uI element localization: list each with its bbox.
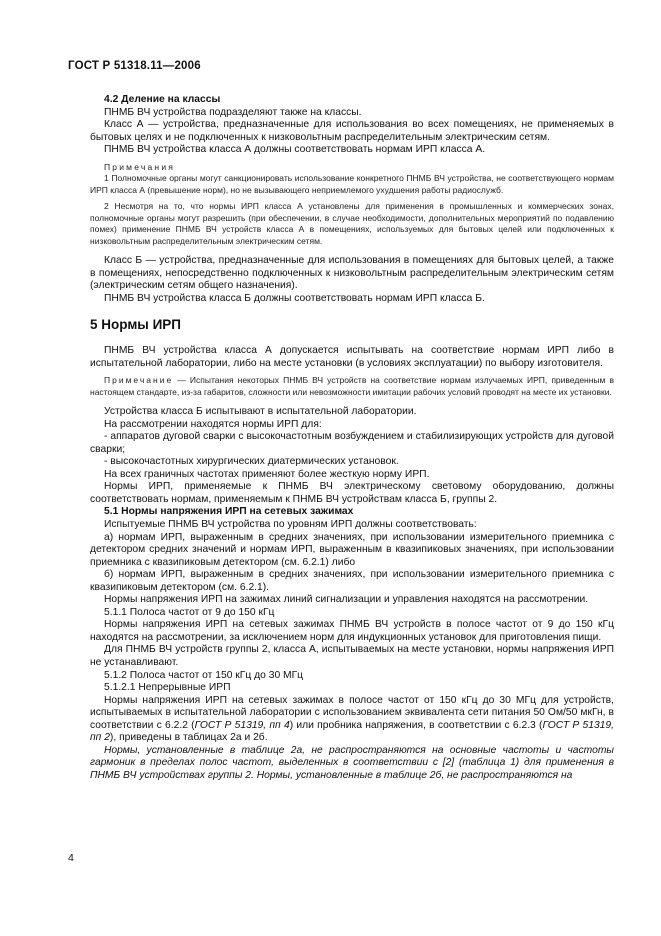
paragraph: Нормы ИРП, применяемые к ПНМБ ВЧ электрическому световому оборудованию, должны соответствовать нормам, применяемым к ПНМБ ВЧ устройствам класса Б, группы 2. bbox=[90, 481, 614, 505]
note-2: 2 Несмотря на то, что нормы ИРП класса А установлены для применения в промышленных и коммерческих зонах, полномочные органы могут разрешить (при обеспечении, в случае необходимости, дополнительных мероприятий по подавлению помех) применение ПНМБ ВЧ устройств класса А в помещениях, используемых для бытовых целей или подключенных к низковольтным распределительным электрическим сетям. bbox=[90, 201, 614, 246]
list-item: а) нормам ИРП, выраженным в средних значениях, при использовании измерительного приемника с детектором средних значений и нормам ИРП, выраженным в квазипиковых значениях, при использовании приемника с квазипиковым детектором (см. 6.2.1) либо bbox=[90, 531, 614, 568]
paragraph: Класс А — устройства, предназначенные для использования во всех помещениях, не применяемых в бытовых целях и не подключенных к низковольтным распределительным электрическим сетям. bbox=[90, 119, 614, 143]
paragraph: Устройства класса Б испытывают в испытательной лаборатории. bbox=[104, 406, 417, 418]
note-text: — Испытания некоторых ПНМБ ВЧ устройств на соответствие нормам излучаемых ИРП, приведенным в настоящем стандарте, из-за габаритов, сложности или невозможности имитации рабочих условий проводят на месте их установки. bbox=[90, 375, 614, 397]
paragraph: Нормы напряжения ИРП на сетевых зажимах ПНМБ ВЧ устройств в полосе частот от 9 до 150 кГц находятся на рассмотрении, за исключением норм для индукционных установок для приготовления пищи. bbox=[90, 619, 614, 643]
paragraph: ПНМБ ВЧ устройства класса А должны соответствовать нормам ИРП класса А. bbox=[104, 144, 486, 156]
paragraph: Нормы напряжения ИРП на зажимах линий сигнализации и управления находятся на рассмотрении. bbox=[104, 594, 589, 606]
text-run: ), приведены в таблицах 2а и 2б. bbox=[109, 732, 268, 744]
paragraph: Класс Б — устройства, предназначенные для использования в помещениях для бытовых целей, а также в помещениях, непосредственно подключенных к низковольтным распределительным электрическим сетям (электрическим сетям общего назначения). bbox=[90, 255, 614, 292]
text-run: Нормы напряжения ИРП на сетевых зажимах в полосе частот от 150 кГц до 30 МГц для устройств, испытываемых в испытательной лаборатории с использованием эквивалента сети питания 50 Ом/50 мкГн, в соответствии с 6.2.2 ( bbox=[90, 694, 614, 731]
section-5-heading: 5 Нормы ИРП bbox=[90, 317, 181, 333]
paragraph bbox=[90, 695, 614, 745]
note-label: Примечание bbox=[104, 375, 174, 386]
list-item: - аппаратов дуговой сварки с высокочастотным возбуждением и стабилизирующих устройств для дуговой сварки; bbox=[90, 431, 614, 455]
list-item: - высокочастотных хирургических диатермических установок. bbox=[104, 456, 399, 468]
reference: ГОСТ Р 51319, пп 4 bbox=[194, 719, 290, 731]
section-5-1-heading: 5.1 Нормы напряжения ИРП на сетевых зажимах bbox=[104, 506, 354, 518]
subsection-5-1-2-heading: 5.1.2 Полоса частот от 150 кГц до 30 МГц bbox=[104, 669, 304, 681]
paragraph: Для ПНМБ ВЧ устройств группы 2, класса А, испытываемых на месте установки, нормы напряжения ИРП не устанавливают. bbox=[90, 644, 614, 668]
paragraph: Испытуемые ПНМБ ВЧ устройства по уровням ИРП должны соответствовать: bbox=[104, 518, 477, 530]
page-number: 4 bbox=[68, 852, 74, 864]
notes-label: Примечания bbox=[104, 161, 176, 172]
paragraph-italic: Нормы, установленные в таблице 2а, не распространяются на основные частоты и частоты гармоник в пределах полос частот, выделенных в соответствии с [2] (таблица 1) для применения в ПНМБ ВЧ устройствах группы 2. Нормы, установленные в таблице 2б, не распространяются на bbox=[90, 744, 614, 781]
list-item: б) нормам ИРП, выраженным в средних значениях, при использовании измерительного приемника с квазипиковым детектором (см. 6.2.1). bbox=[90, 569, 614, 593]
subsection-5-1-2-1-heading: 5.1.2.1 Непрерывные ИРП bbox=[104, 682, 231, 694]
paragraph: ПНМБ ВЧ устройства класса Б должны соответствовать нормам ИРП класса Б. bbox=[104, 292, 485, 304]
reference: ГОСТ Р 51319, пп 2 bbox=[90, 719, 614, 744]
document-body bbox=[90, 94, 614, 782]
paragraph: На всех граничных частотах применяют более жесткую норму ИРП. bbox=[104, 468, 430, 480]
section-4-2-heading: 4.2 Деление на классы bbox=[104, 94, 221, 105]
paragraph: На рассмотрении находятся нормы ИРП для: bbox=[104, 418, 322, 430]
text-run: ) или пробника напряжения, в соответствии с 6.2.3 ( bbox=[289, 719, 543, 731]
document-header: ГОСТ Р 51318.11—2006 bbox=[68, 60, 201, 72]
note bbox=[90, 375, 614, 398]
note-1: 1 Полномочные органы могут санкционировать использование конкретного ПНМБ ВЧ устройства, не соответствующего нормам ИРП класса А (превышение норм), но не вызывающего неприемлемого ухудшения работы радиослужб. bbox=[90, 173, 614, 195]
paragraph: ПНМБ ВЧ устройства класса А допускается испытывать на соответствие нормам ИРП либо в испытательной лаборатории, либо на месте установки (в условиях эксплуатации) по выбору изготовителя. bbox=[90, 344, 614, 369]
paragraph: ПНМБ ВЧ устройства подразделяют также на классы. bbox=[104, 106, 362, 118]
subsection-5-1-1-heading: 5.1.1 Полоса частот от 9 до 150 кГц bbox=[104, 606, 275, 618]
